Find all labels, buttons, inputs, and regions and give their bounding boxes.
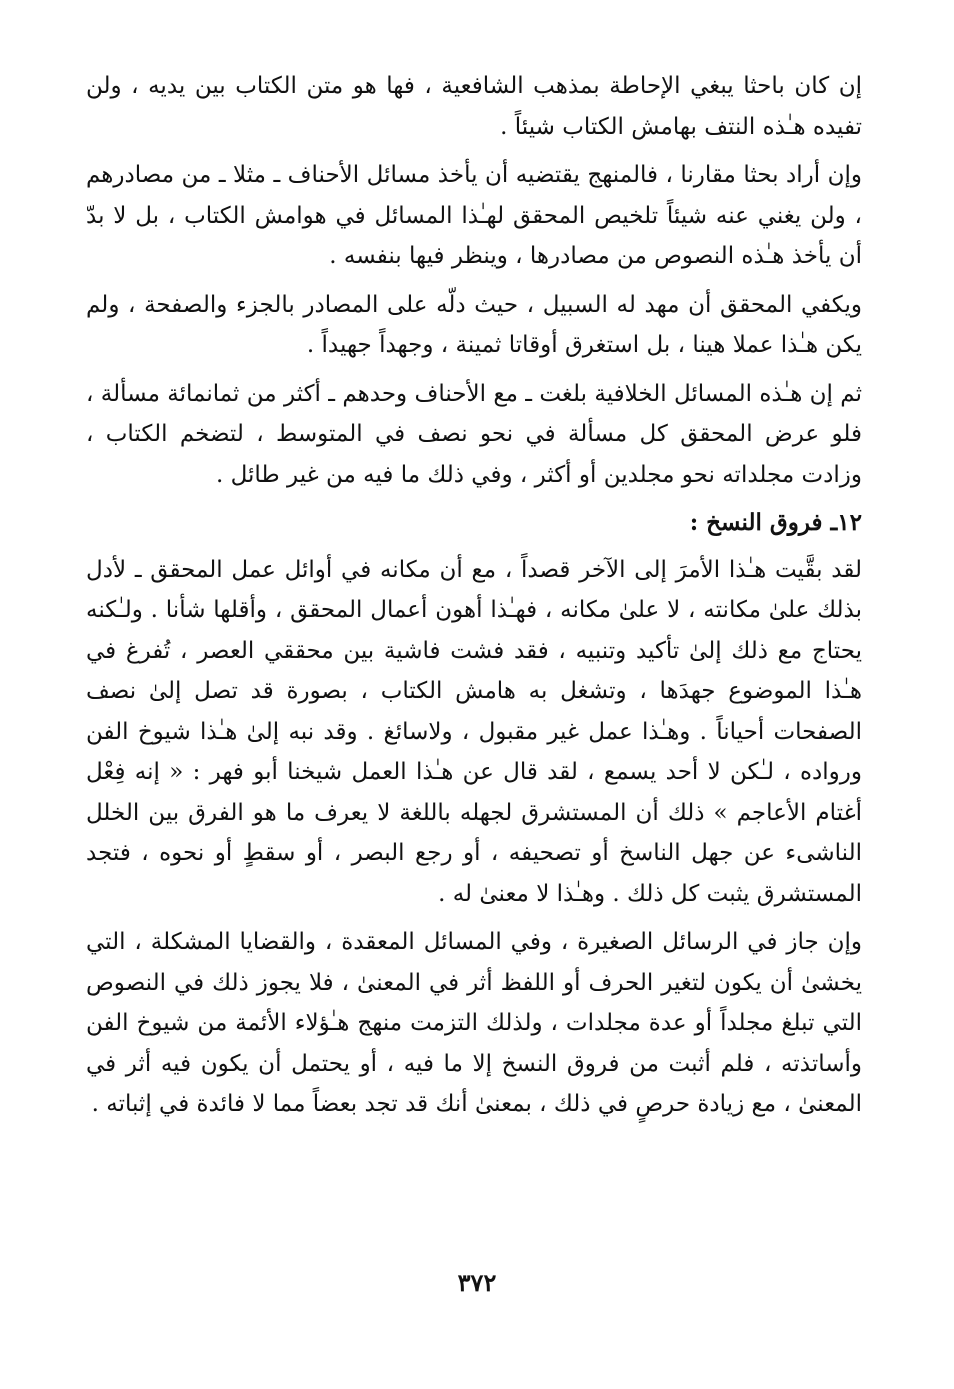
section-paragraph-2: وإن جاز في الرسائل الصغيرة ، وفي المسائل المعقدة ، والقضايا المشكلة ، التي يخشىٰ أن يكون لتغير الحرف أو اللفظ أثر في المعنىٰ ، فلا يجوز ذلك في النصوص التي تبلغ مجلداً أو عدة مجلدات ، ولذلك التزمت منهج هـٰؤلاء الأئمة من شيوخ الفن وأساتذته ، فلم أثبت من فروق النسخ إلا ما فيه ، أو يحتمل أن يكون فيه أثر في المعنىٰ ، مع زيادة حرصٍ في ذلك ، بمعنىٰ أنك قد تجد بعضاً مما لا فائدة في إثباته . xyxy=(86,929,862,1117)
page-body xyxy=(86,66,862,1133)
paragraph-1: إن كان باحثا يبغي الإحاطة بمذهب الشافعية ، فها هو متن الكتاب بين يديه ، ولن تفيده هـٰذه النتف بهامش الكتاب شيئاً . xyxy=(86,73,862,140)
section-heading: ١٢ـ فروق النسخ : xyxy=(689,509,862,536)
paragraph-3: ويكفي المحقق أن مهد له السبيل ، حيث دلّه على المصادر بالجزء والصفحة ، ولم يكن هـٰذا عملا هينا ، بل استغرق أوقاتا ثمينة ، وجهداً جهيداً . xyxy=(86,291,862,358)
page-number: ٣٧٢ xyxy=(457,1268,497,1297)
paragraph-4: ثم إن هـٰذه المسائل الخلافية بلغت ـ مع الأحناف وحدهم ـ أكثر من ثمانمائة مسألة ، فلو عرض المحقق كل مسألة في نحو نصف في المتوسط ، لتضخم الكتاب ، وزادت مجلداته نحو مجلدين أو أكثر ، وفي ذلك ما فيه من غير طائل . xyxy=(86,380,862,488)
section-paragraph-1: لقد بقَّيت هـٰذا الأمرَ إلى الآخر قصداً ، مع أن مكانه في أوائل عمل المحقق ـ لأدل بذلك علىٰ مكانته ، لا علىٰ مكانه ، فهـٰذا أهون أعمال المحقق ، وأقلها شأنا . ولـٰكنه يحتاج مع ذلك إلىٰ تأكيد وتنبيه ، فقد فشت فاشية بين محققي العصر ، تُفرغ في هـٰذا الموضوع جهدَها ، وتشغل به هامش الكتاب ، بصورة قد تصل إلىٰ نصف الصفحات أحياناً . وهـٰذا عمل غير مقبول ، ولاسائغ . وقد نبه إلىٰ هـٰذا شيوخ الفن ورواده ، لـٰكن لا أحد يسمع ، لقد قال عن هـٰذا العمل شيخنا أبو فهر : « إنه فِعْل أغتام الأعاجم » ذلك أن المستشرق لجهله باللغة لا يعرف ما هو الفرق بين الخلل الناشىء عن جهل الناسخ أو تصحيفه ، أو رجع البصر ، أو سقطٍ أو نحوه ، فتجد المستشرق يثبت كل ذلك . وهـٰذا لا معنىٰ له . xyxy=(86,556,862,907)
paragraph-2: وإن أراد بحثا مقارنا ، فالمنهج يقتضيه أن يأخذ مسائل الأحناف ـ مثلا ـ من مصادرهم ، ولن يغني عنه شيئاً تلخيص المحقق لهـٰذا المسائل في هوامش الكتاب ، بل لا بدّ أن يأخذ هـٰذه النصوص من مصادرها ، وينظر فيها بنفسه . xyxy=(86,162,862,269)
